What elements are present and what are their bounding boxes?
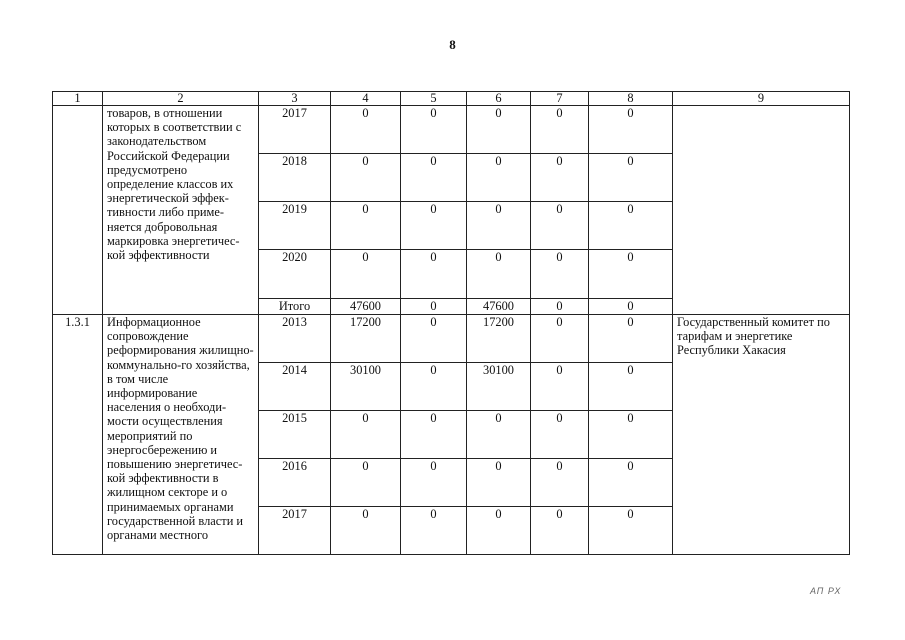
value-cell: 0 [589, 106, 673, 154]
value-cell: 0 [531, 202, 589, 250]
column-number: 5 [401, 92, 467, 106]
value-cell: 0 [401, 250, 467, 299]
total-value-cell: 0 [401, 299, 467, 315]
measure-description: товаров, в отношении которых в соответствии с законодательством Российской Федерации предусмотрено определение классов их энергетической эффек-тивности либо приме-няется добровольная маркировка энергетичес-кой эффективности [103, 106, 259, 315]
value-cell: 0 [331, 250, 401, 299]
value-cell: 0 [401, 411, 467, 459]
total-value-cell: 47600 [467, 299, 531, 315]
value-cell: 0 [401, 106, 467, 154]
value-cell: 0 [401, 315, 467, 363]
value-cell: 30100 [331, 363, 401, 411]
value-cell: 0 [589, 315, 673, 363]
value-cell: 0 [531, 250, 589, 299]
value-cell: 0 [467, 106, 531, 154]
value-cell: 0 [467, 154, 531, 202]
value-cell: 17200 [331, 315, 401, 363]
column-number-row [53, 92, 850, 106]
value-cell: 0 [331, 507, 401, 555]
year-cell: 2016 [259, 459, 331, 507]
year-cell: 2017 [259, 507, 331, 555]
column-number: 2 [103, 92, 259, 106]
column-number: 4 [331, 92, 401, 106]
value-cell: 0 [589, 202, 673, 250]
total-value-cell: 0 [531, 299, 589, 315]
document-stamp-mark: АП РХ [810, 586, 842, 596]
value-cell: 0 [331, 459, 401, 507]
item-code: 1.3.1 [53, 315, 103, 555]
year-cell: 2015 [259, 411, 331, 459]
year-cell: 2014 [259, 363, 331, 411]
year-cell: 2020 [259, 250, 331, 299]
page-number: 8 [449, 37, 456, 52]
year-cell: 2013 [259, 315, 331, 363]
executor-cell: Государственный комитет по тарифам и энергетике Республики Хакасия [673, 315, 850, 555]
program-table [52, 91, 850, 555]
year-cell: 2018 [259, 154, 331, 202]
column-number: 1 [53, 92, 103, 106]
value-cell: 0 [531, 363, 589, 411]
value-cell: 0 [467, 202, 531, 250]
total-label: Итого [259, 299, 331, 315]
value-cell: 17200 [467, 315, 531, 363]
value-cell: 0 [531, 411, 589, 459]
value-cell: 0 [467, 250, 531, 299]
value-cell: 0 [467, 507, 531, 555]
table-row [53, 315, 850, 363]
item-code-cell [53, 106, 103, 315]
value-cell: 0 [467, 411, 531, 459]
value-cell: 0 [589, 459, 673, 507]
column-number: 7 [531, 92, 589, 106]
column-number: 8 [589, 92, 673, 106]
value-cell: 0 [401, 202, 467, 250]
value-cell: 0 [531, 315, 589, 363]
value-cell: 0 [401, 363, 467, 411]
value-cell: 0 [331, 106, 401, 154]
value-cell: 0 [401, 507, 467, 555]
year-cell: 2019 [259, 202, 331, 250]
year-cell: 2017 [259, 106, 331, 154]
value-cell: 0 [589, 411, 673, 459]
table-row [53, 106, 850, 154]
executor-cell [673, 106, 850, 315]
value-cell: 0 [401, 459, 467, 507]
column-number: 6 [467, 92, 531, 106]
value-cell: 0 [531, 154, 589, 202]
value-cell: 0 [467, 459, 531, 507]
value-cell: 0 [589, 250, 673, 299]
column-number: 9 [673, 92, 850, 106]
value-cell: 0 [589, 507, 673, 555]
total-value-cell: 47600 [331, 299, 401, 315]
value-cell: 0 [331, 202, 401, 250]
value-cell: 0 [531, 459, 589, 507]
value-cell: 30100 [467, 363, 531, 411]
total-value-cell: 0 [589, 299, 673, 315]
value-cell: 0 [331, 411, 401, 459]
value-cell: 0 [331, 154, 401, 202]
value-cell: 0 [589, 154, 673, 202]
value-cell: 0 [531, 106, 589, 154]
column-number: 3 [259, 92, 331, 106]
value-cell: 0 [589, 363, 673, 411]
measure-description: Информационное сопровождение реформирования жилищно-коммунально-го хозяйства, в том числе информирование населения о необходи-мости осуществления мероприятий по энергосбережению и повышению энергетичес-кой эффективности в жилищном секторе и о принимаемых органами государственной власти и органами местного [103, 315, 259, 555]
value-cell: 0 [401, 154, 467, 202]
value-cell: 0 [531, 507, 589, 555]
